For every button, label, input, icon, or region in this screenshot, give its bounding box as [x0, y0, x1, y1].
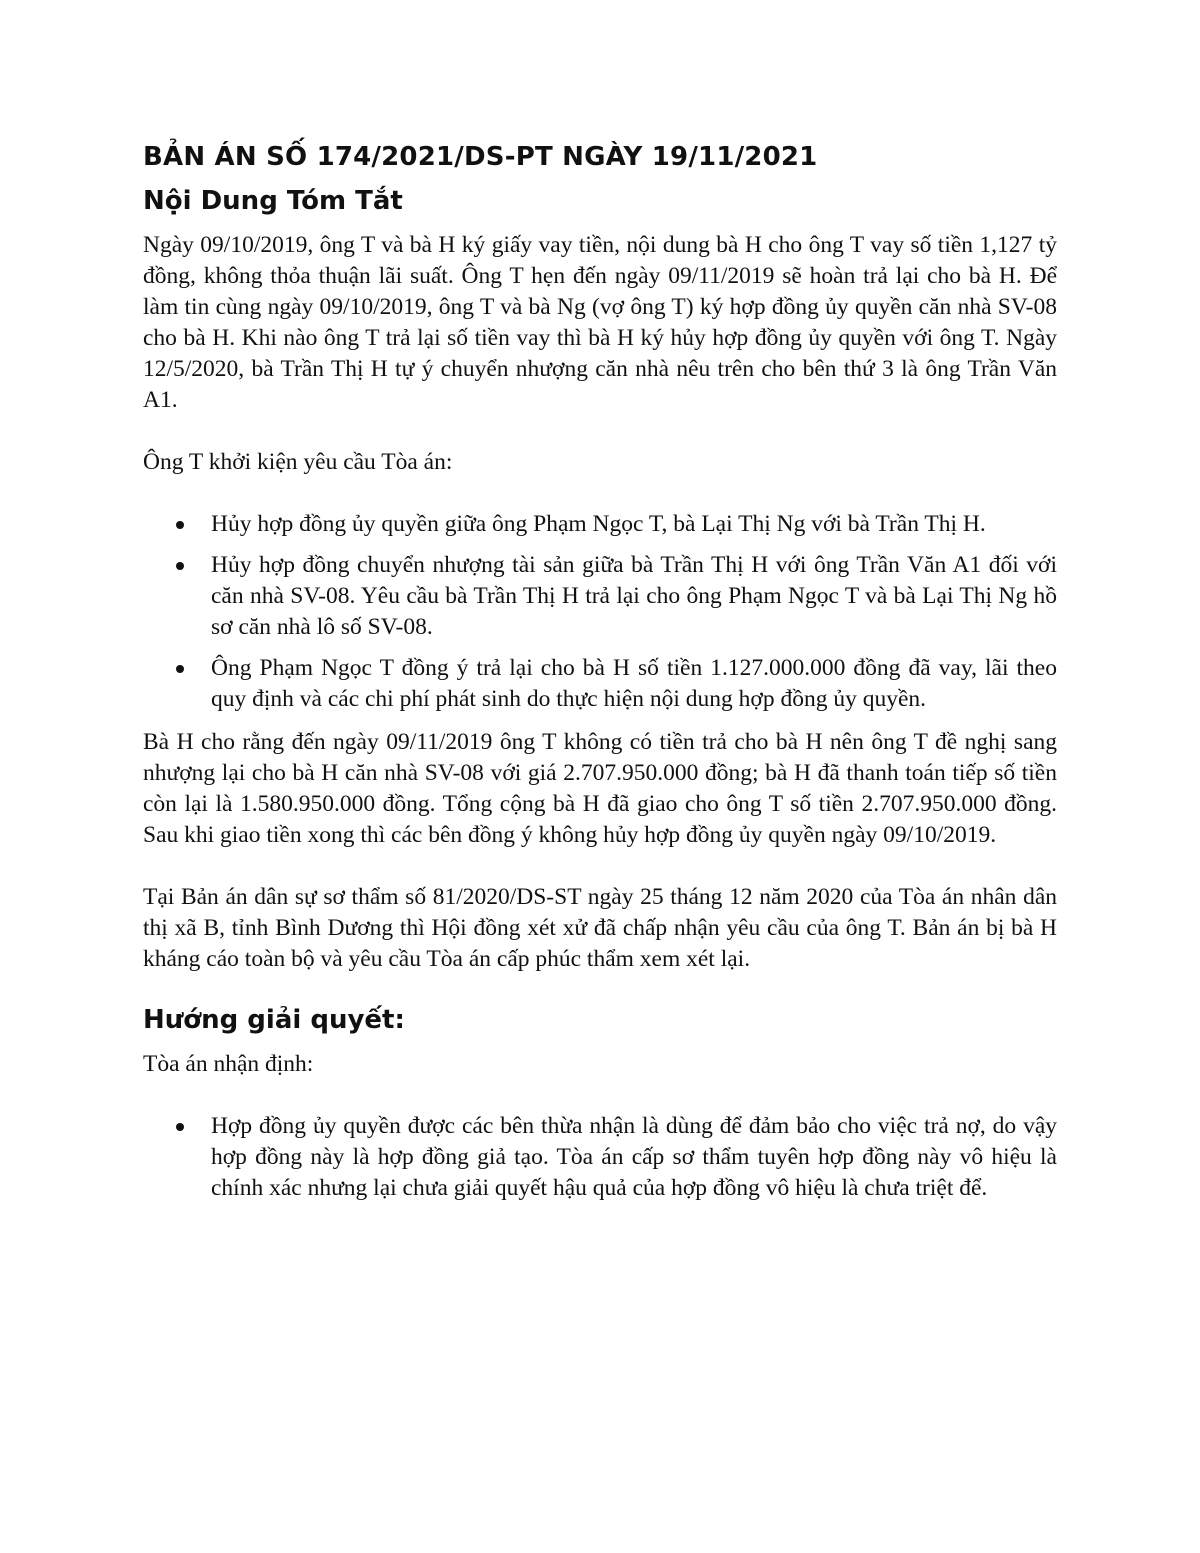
claims-list — [143, 509, 1057, 715]
document-title: BẢN ÁN SỐ 174/2021/DS-PT NGÀY 19/11/2021 — [143, 142, 818, 172]
list-item-text: Hủy hợp đồng chuyển nhượng tài sản giữa bà Trần Thị H với ông Trần Văn A1 đối với căn nhà SV-08. Yêu cầu bà Trần Thị H trả lại cho ông Phạm Ngọc T và bà Lại Thị Ng hồ sơ căn nhà lô số SV-08. — [211, 552, 1057, 640]
bullet-icon — [176, 1123, 184, 1131]
list-item — [143, 1111, 1057, 1204]
body-after-claims — [143, 727, 1057, 975]
bullet-icon — [176, 665, 184, 673]
section-heading-resolution: Hướng giải quyết: — [143, 1005, 405, 1035]
bullet-icon — [176, 562, 184, 570]
defense-paragraph: Bà H cho rằng đến ngày 09/11/2019 ông T không có tiền trả cho bà H nên ông T đề nghị sang nhượng lại cho bà H căn nhà SV-08 với giá 2.707.950.000 đồng; bà H đã thanh toán tiếp số tiền còn lại là 1.580.950.000 đồng. Tổng cộng bà H đã giao cho ông T số tiền 2.707.950.000 đồng. Sau khi giao tiền xong thì các bên đồng ý không hủy hợp đồng ủy quyền ngày 09/10/2019. — [143, 729, 1057, 848]
list-item — [143, 653, 1057, 715]
findings-list — [143, 1111, 1057, 1204]
claim-intro: Ông T khởi kiện yêu cầu Tòa án: — [143, 449, 453, 475]
list-item — [143, 550, 1057, 643]
summary-paragraph: Ngày 09/10/2019, ông T và bà H ký giấy vay tiền, nội dung bà H cho ông T vay số tiền 1,127 tỷ đồng, không thỏa thuận lãi suất. Ông T hẹn đến ngày 09/11/2019 sẽ hoàn trả lại cho bà H. Để làm tin cùng ngày 09/10/2019, ông T và bà Ng (vợ ông T) ký hợp đồng ủy quyền căn nhà SV-08 cho bà H. Khi nào ông T trả lại số tiền vay thì bà H ký hủy hợp đồng ủy quyền với ông T. Ngày 12/5/2020, bà Trần Thị H tự ý chuyển nhượng căn nhà nêu trên cho bên thứ 3 là ông Trần Văn A1. — [143, 232, 1057, 413]
list-item-text: Hợp đồng ủy quyền được các bên thừa nhận là dùng để đảm bảo cho việc trả nợ, do vậy hợp đồng này là hợp đồng giả tạo. Tòa án cấp sơ thẩm tuyên hợp đồng này vô hiệu là chính xác nhưng lại chưa giải quyết hậu quả của hợp đồng vô hiệu là chưa triệt để. — [211, 1113, 1057, 1201]
bullet-icon — [176, 521, 184, 529]
first-instance-paragraph: Tại Bản án dân sự sơ thẩm số 81/2020/DS-ST ngày 25 tháng 12 năm 2020 của Tòa án nhân dân thị xã B, tỉnh Bình Dương thì Hội đồng xét xử đã chấp nhận yêu cầu của ông T. Bản án bị bà H kháng cáo toàn bộ và yêu cầu Tòa án cấp phúc thẩm xem xét lại. — [143, 884, 1057, 972]
section-heading-summary: Nội Dung Tóm Tắt — [143, 186, 403, 216]
court-intro: Tòa án nhận định: — [143, 1051, 314, 1077]
list-item-text: Ông Phạm Ngọc T đồng ý trả lại cho bà H số tiền 1.127.000.000 đồng đã vay, lãi theo quy định và các chi phí phát sinh do thực hiện nội dung hợp đồng ủy quyền. — [211, 655, 1057, 712]
list-item — [143, 509, 1057, 540]
list-item-text: Hủy hợp đồng ủy quyền giữa ông Phạm Ngọc T, bà Lại Thị Ng với bà Trần Thị H. — [211, 511, 986, 537]
